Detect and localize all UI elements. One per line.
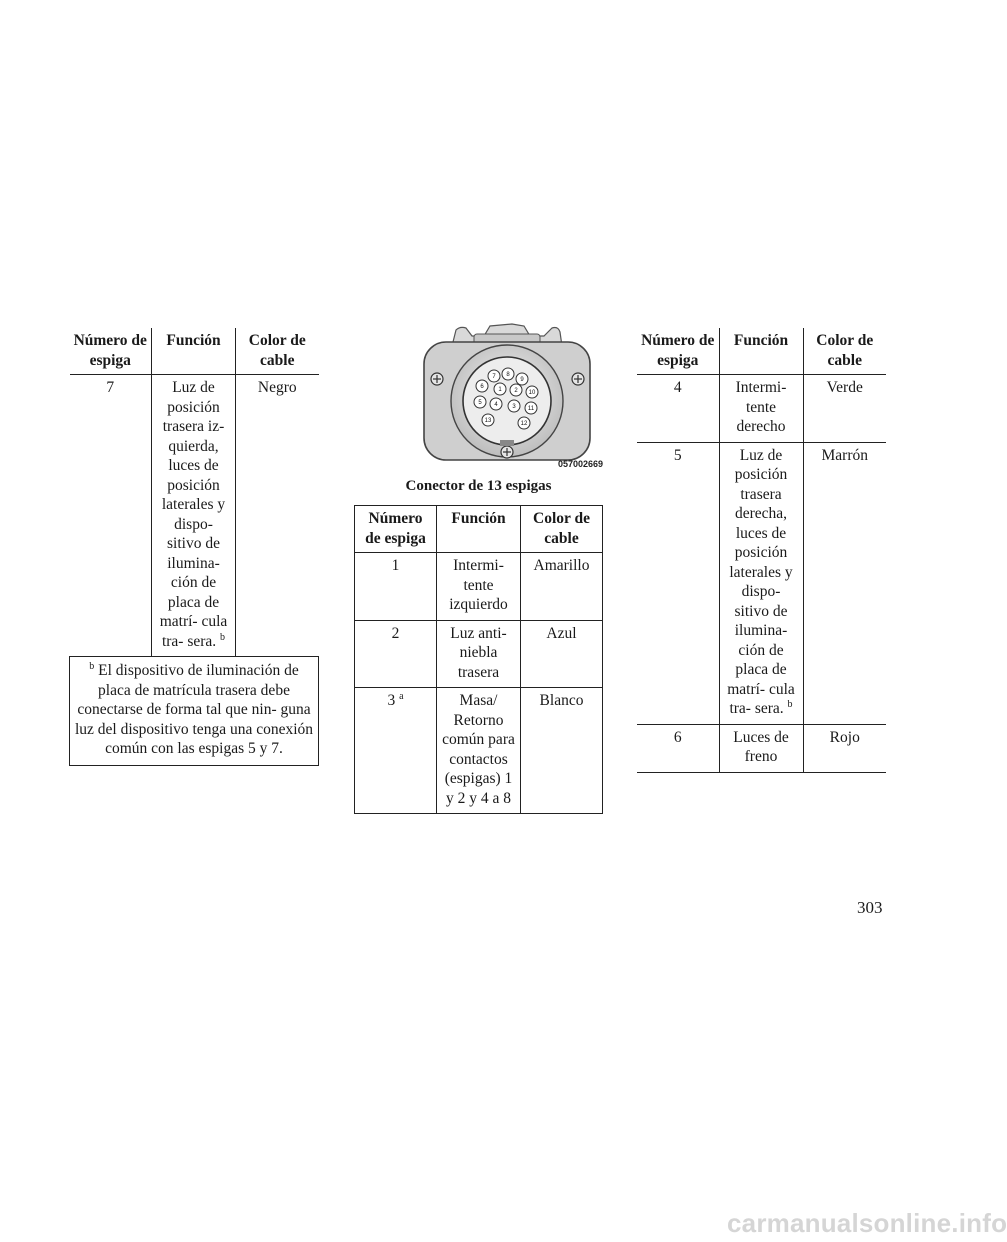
pin-label: 12 bbox=[520, 421, 528, 427]
table-row bbox=[355, 620, 603, 688]
pin-label: 1 bbox=[498, 387, 502, 393]
pin-table-right bbox=[637, 328, 886, 773]
wire-color: Rojo bbox=[803, 724, 886, 772]
pin-function: Luz anti- niebla trasera bbox=[437, 620, 521, 688]
wire-color: Verde bbox=[803, 375, 886, 443]
pin-function: Luces de freno bbox=[719, 724, 803, 772]
pin-table-left bbox=[69, 328, 319, 766]
pin-label: 10 bbox=[528, 390, 536, 396]
header-pin-number: Número de espiga bbox=[70, 328, 152, 375]
pin-function: Intermi- tente izquierdo bbox=[437, 553, 521, 621]
wire-color: Marrón bbox=[803, 442, 886, 724]
pin-label: 13 bbox=[484, 418, 492, 424]
header-function: Función bbox=[719, 328, 803, 375]
connector-13-pin-illustration bbox=[412, 324, 602, 470]
pin-label: 9 bbox=[520, 377, 524, 383]
wire-color: Azul bbox=[521, 620, 603, 688]
wire-color: Amarillo bbox=[521, 553, 603, 621]
pin-label: 11 bbox=[527, 406, 535, 412]
table-row bbox=[355, 688, 603, 814]
pin-label: 5 bbox=[478, 400, 482, 406]
figure-caption: Conector de 13 espigas bbox=[405, 478, 552, 494]
table-row bbox=[70, 375, 319, 657]
pin-number: 2 bbox=[355, 620, 437, 688]
header-pin-number: Número de espiga bbox=[637, 328, 719, 375]
pin-number: 5 bbox=[637, 442, 719, 724]
page-number: 303 bbox=[857, 898, 883, 917]
watermark[interactable]: carmanualsonline.info bbox=[727, 1208, 1007, 1238]
pin-table-middle bbox=[354, 505, 603, 814]
wire-color: Negro bbox=[236, 375, 319, 657]
header-pin-number: Número de espiga bbox=[355, 506, 437, 553]
header-wire-color: Color de cable bbox=[521, 506, 603, 553]
table-row bbox=[637, 442, 886, 724]
pin-number: 3 $^a$ bbox=[355, 688, 437, 814]
table-row bbox=[637, 375, 886, 443]
pin-number: 7 bbox=[70, 375, 152, 657]
pin-label: 7 bbox=[492, 374, 496, 380]
figure-code: 057002669 bbox=[558, 459, 604, 469]
wire-color: Blanco bbox=[521, 688, 603, 814]
pin-label: 6 bbox=[480, 384, 484, 390]
table-header-row bbox=[355, 506, 603, 553]
pin-label: 4 bbox=[494, 402, 498, 408]
pin-number: 4 bbox=[637, 375, 719, 443]
pin-function: Intermi- tente derecho bbox=[719, 375, 803, 443]
table-row bbox=[637, 724, 886, 772]
pin-label: 2 bbox=[514, 388, 518, 394]
pin-label: 3 bbox=[512, 404, 516, 410]
pin-function: Luz de posición trasera derecha, luces de posición laterales y dispo- sitivo de ilumina- ción de placa de matrí- cula tra- sera. $^b$ bbox=[719, 442, 803, 724]
header-function: Función bbox=[437, 506, 521, 553]
table-row bbox=[355, 553, 603, 621]
header-function: Función bbox=[152, 328, 236, 375]
pin-label: 8 bbox=[506, 372, 510, 378]
pin-function: Luz de posición trasera iz- quierda, luces de posición laterales y dispo- sitivo de ilumina- ción de placa de matrí- cula tra- sera. $^b$ bbox=[152, 375, 236, 657]
header-wire-color: Color de cable bbox=[236, 328, 319, 375]
table-footnote: $^b$ El dispositivo de iluminación de placa de matrícula trasera debe conectarse de forma tal que nin- guna luz del dispositivo tenga una conexión común con las espigas 5 y 7. bbox=[70, 657, 319, 766]
pin-function: Masa/ Retorno común para contactos (espigas) 1 y 2 y 4 a 8 bbox=[437, 688, 521, 814]
pin-number: 1 bbox=[355, 553, 437, 621]
pin-number: 6 bbox=[637, 724, 719, 772]
header-wire-color: Color de cable bbox=[803, 328, 886, 375]
